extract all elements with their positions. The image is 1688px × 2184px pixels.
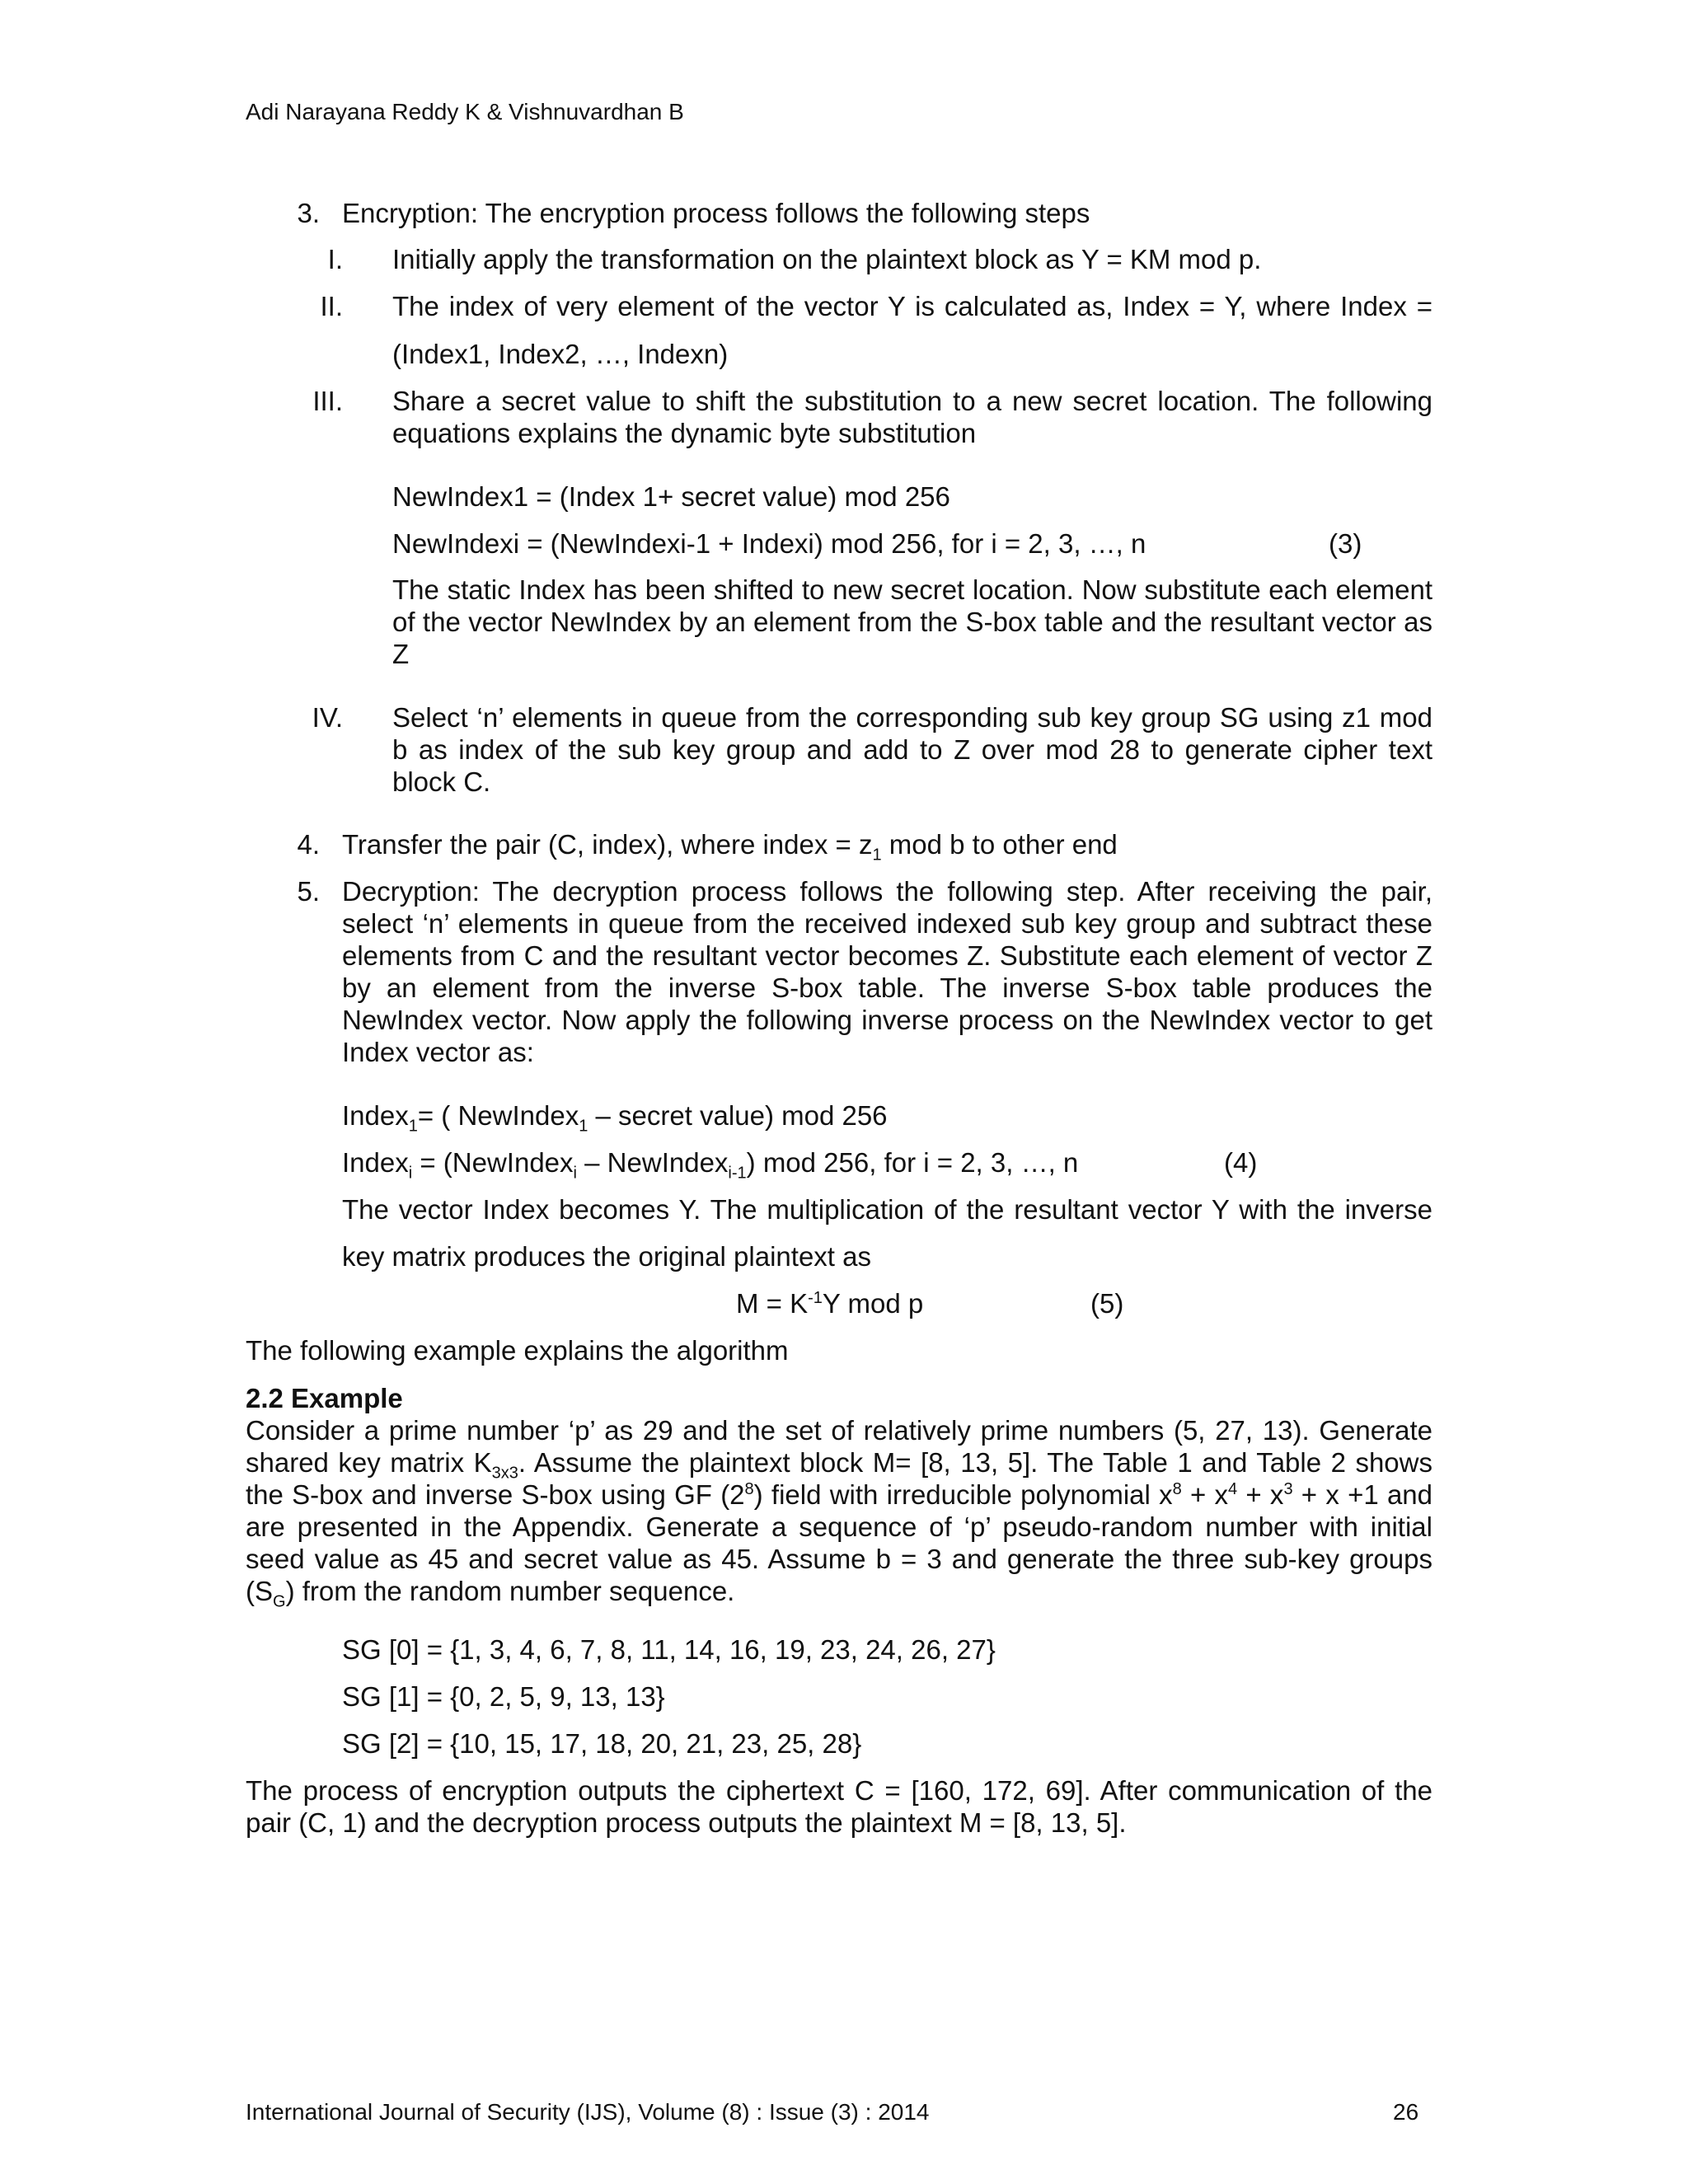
eq4-number: (4) — [1224, 1147, 1258, 1178]
step-5-after-line2: key matrix produces the original plaintext as — [342, 1241, 871, 1272]
eq5: $M = K^{-1}Y$ mod p — [736, 1288, 924, 1319]
step-iii-after: The static Index has been shifted to new secret location. Now substitute each element of the vector NewIndex by an element from the S-box table and the resultant vector as Z — [392, 574, 1432, 669]
example-paragraph: Consider a prime number ‘p’ as 29 and the set of relatively prime numbers (5, 27, 13). Generate shared key matrix $K_{3x3}$. Assume the plaintext block M= [8, 13, 5]. The Table 1 and Table 2 shows the S-box and inverse S-box using GF $(2^8)$ field with irreducible polynomial $x^8 + x^4 + x^3 + x +1$ and are presented in the Appendix. Generate a sequence of ‘p’ pseudo-random number with initial seed value as 45 and secret value as 45. Assume b = 3 and generate the three sub-key groups $(S_G)$ from the random number sequence. — [246, 1415, 1433, 1611]
eq5-number: (5) — [1090, 1288, 1124, 1319]
subkey-group-0: SG [0] = {1, 3, 4, 6, 7, 8, 11, 14, 16, 19, 23, 24, 26, 27} — [342, 1634, 996, 1665]
step-iv-number: IV. — [312, 702, 343, 733]
step-iii-number: III. — [312, 386, 343, 416]
example-intro: The following example explains the algorithm — [246, 1335, 789, 1366]
subkey-group-1: SG [1] = {0, 2, 5, 9, 13, 13} — [342, 1681, 665, 1712]
section-heading-example: 2.2 Example — [246, 1383, 403, 1413]
step-iii-text: Share a secret value to shift the substitution to a new secret location. The following equations explains the dynamic byte substitution — [392, 386, 1432, 448]
eq3-line1: NewIndex1 = (Index 1+ secret value) mod 256 — [392, 481, 950, 512]
step-ii-text: The index of very element of the vector Y is calculated as, Index = Y, where Index = — [392, 291, 1432, 321]
step-5-after-line1: The vector Index becomes Y. The multiplication of the resultant vector Y with the inverse — [342, 1194, 1432, 1225]
example-result-paragraph: The process of encryption outputs the ciphertext C = [160, 172, 69]. After communication of the pair (C, 1) and the decryption process outputs the plaintext M = [8, 13, 5]. — [246, 1775, 1432, 1838]
eq3-line2: NewIndexi = (NewIndexi-1 + Indexi) mod 256, for i = 2, 3, …, n — [392, 528, 1146, 559]
page-number: 26 — [1393, 2099, 1419, 2125]
subkey-group-2: SG [2] = {10, 15, 17, 18, 20, 21, 23, 25, 28} — [342, 1728, 862, 1759]
step-ii-number: II. — [320, 291, 343, 321]
step-3-number: 3. — [297, 198, 320, 228]
eq4-line1: Index$_1$= ( NewIndex$_1$ – secret value) mod 256 — [342, 1100, 888, 1136]
eq4-line2: Index$_i$ = (NewIndex$_i$ – NewIndex$_{i-1}$) mod 256, for i = 2, 3, …, n — [342, 1147, 1079, 1183]
journal-footer: International Journal of Security (IJS), Volume (8) : Issue (3) : 2014 — [246, 2099, 930, 2125]
step-3-text: Encryption: The encryption process follows the following steps — [342, 198, 1090, 228]
step-4-text: Transfer the pair (C, index), where index = $z_1$ mod b to other end — [342, 829, 1118, 865]
step-5-number: 5. — [297, 876, 320, 907]
running-header: Adi Narayana Reddy K & Vishnuvardhan B — [246, 99, 684, 124]
step-iv-text: Select ‘n’ elements in queue from the corresponding sub key group SG using z1 mod b as index of the sub key group and add to Z over mod 28 to generate cipher text block C. — [392, 702, 1432, 797]
eq3-number: (3) — [1329, 528, 1362, 559]
step-4-number: 4. — [297, 829, 320, 860]
step-i-number: I. — [327, 244, 343, 274]
step-ii-text-cont: (Index1, Index2, …, Indexn) — [392, 339, 729, 369]
step-i-text: Initially apply the transformation on the plaintext block as Y = KM mod p. — [392, 244, 1262, 274]
step-5-text: Decryption: The decryption process follows the following step. After receiving the pair, select ‘n’ elements in queue from the received indexed sub key group and subtract these elements from C and the resultant vector becomes Z. Substitute each element of vector Z by an element from the inverse S-box table. The inverse S-box table produces the NewIndex vector. Now apply the following inverse process on the NewIndex vector to get Index vector as: — [342, 876, 1432, 1067]
